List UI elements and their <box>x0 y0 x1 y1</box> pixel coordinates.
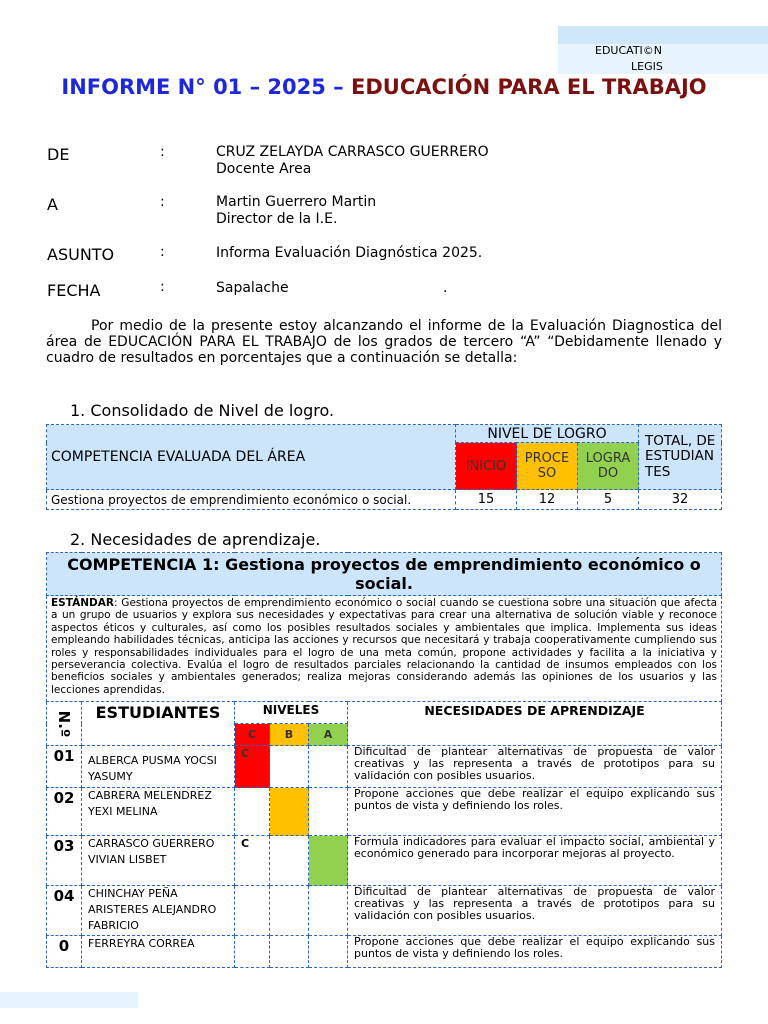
competencia-header: COMPETENCIA EVALUADA DEL ÁREA <box>47 425 456 490</box>
level-b-cell <box>270 836 309 886</box>
col-needs-header: NECESIDADES DE APRENDIZAJE <box>348 702 722 746</box>
num-header-text: N.º <box>55 710 73 738</box>
table-row <box>47 746 722 788</box>
estandar-body: : Gestiona proyectos de emprendimiento económico o social cuando se cuestiona sobre una situación que afecta a un grupo de usuarios y explora sus necesidades y expectativas para crear una alternativa de solución viable y reconoce aspectos éticos y culturales, así como los posibles resultados sociales y ambientales que implica. Implementa sus ideas empleando habilidades técnicas, anticipa las acciones y recursos que necesitará y trabaja cooperativamente cumpliendo sus roles y responsabilidades individuales para el logro de una meta común, propone actividades y facilita a la iniciativa y perseverancia colectiva. Evalúa el logro de resultados parciales relacionando la cantidad de insumos empleados con los beneficios sociales y ambientales generados; realiza mejoras considerando además las opiniones de los usuarios y las lecciones aprendidas. <box>51 597 717 696</box>
learning-need: Dificultad de plantear alternativas de propuesta de valor creativas y las representa a través de prototipos para su validación con posibles usuarios. <box>348 886 722 936</box>
recipient-name: Martin Guerrero Martin <box>216 194 377 210</box>
row-number: 02 <box>47 788 82 836</box>
header-accent-bar <box>558 26 768 44</box>
value-fecha: Sapalache <box>216 280 289 296</box>
level-a-header: A <box>309 724 348 746</box>
needs-table <box>46 552 722 968</box>
competencia-title: COMPETENCIA 1: Gestiona proyectos de emprendimiento económico o social. <box>47 553 722 596</box>
estandar-label: ESTÁNDAR <box>51 597 114 609</box>
report-title <box>48 74 720 101</box>
level-a-cell <box>309 788 348 836</box>
nivel-header: NIVEL DE LOGRO <box>456 425 639 443</box>
level-a-cell <box>309 746 348 788</box>
estandar-text <box>47 596 722 702</box>
colon: : <box>160 194 165 210</box>
title-area: EDUCACIÓN PARA EL TRABAJO <box>351 75 707 99</box>
section-1-heading: 1. Consolidado de Nivel de logro. <box>70 401 335 420</box>
student-name: CHINCHAY PEÑA ARISTERES ALEJANDRO FABRICIO <box>82 886 235 936</box>
inicio-header: INICIO <box>456 443 517 490</box>
value-de <box>216 144 489 178</box>
table-row <box>47 886 722 936</box>
intro-paragraph: Por medio de la presente estoy alcanzando el informe de la Evaluación Diagnostica del área de EDUCACIÓN PARA EL TRABAJO de los grados de tercero “A” “Debidamente llenado y cuadro de resultados en porcentajes que a continuación se detalla: <box>46 318 722 366</box>
sender-name: CRUZ ZELAYDA CARRASCO GUERRERO <box>216 144 489 160</box>
level-c-cell: C <box>235 746 270 788</box>
level-c-cell <box>235 886 270 936</box>
level-c-cell <box>235 936 270 968</box>
level-c-header: C <box>235 724 270 746</box>
title-number: INFORME N° 01 – 2025 – <box>61 75 351 99</box>
student-name: FERREYRA CORREA <box>82 936 235 968</box>
learning-need: Dificultad de plantear alternativas de propuesta de valor creativas y las representa a través de prototipos para su validación con posibles usuarios. <box>348 746 722 788</box>
inicio-value: 15 <box>456 490 517 510</box>
level-b-header: B <box>270 724 309 746</box>
learning-need: Propone acciones que debe realizar el equipo explicando sus puntos de vista y definiendo los roles. <box>348 788 722 836</box>
level-b-cell <box>270 788 309 836</box>
col-num-header <box>47 702 82 746</box>
colon: : <box>160 144 165 160</box>
level-a-cell <box>309 886 348 936</box>
row-number: 01 <box>47 746 82 788</box>
level-c-cell <box>235 788 270 836</box>
logrado-header: LOGRADO <box>578 443 639 490</box>
proceso-value: 12 <box>517 490 578 510</box>
level-b-cell <box>270 936 309 968</box>
level-a-cell <box>309 836 348 886</box>
header-accent-bar-light <box>558 44 768 74</box>
row-number: 0 <box>47 936 82 968</box>
fecha-dot: . <box>443 280 448 296</box>
level-a-cell <box>309 936 348 968</box>
learning-need: Propone acciones que debe realizar el equipo explicando sus puntos de vista y definiendo los roles. <box>348 936 722 968</box>
colon: : <box>160 279 165 295</box>
sender-role: Docente Area <box>216 161 312 177</box>
brand-line2: LEGIS <box>631 60 663 73</box>
logrado-value: 5 <box>578 490 639 510</box>
consolidated-table <box>46 424 722 510</box>
col-student-header: ESTUDIANTES <box>82 702 235 746</box>
row-number: 04 <box>47 886 82 936</box>
student-name: CABRERA MELENDREZ YEXI MELINA <box>82 788 235 836</box>
value-asunto: Informa Evaluación Diagnóstica 2025. <box>216 245 483 261</box>
value-a <box>216 194 376 228</box>
row-number: 03 <box>47 836 82 886</box>
table-row <box>47 936 722 968</box>
learning-need: Formula indicadores para evaluar el impacto social, ambiental y económico generado para incorporar mejoras al proyecto. <box>348 836 722 886</box>
student-name: ALBERCA PUSMA YOCSI YASUMY <box>82 746 235 788</box>
proceso-header: PROCESO <box>517 443 578 490</box>
competencia-value: Gestiona proyectos de emprendimiento económico o social. <box>47 490 456 510</box>
col-niveles-header: NIVELES <box>235 702 348 724</box>
table-row <box>47 836 722 886</box>
total-value: 32 <box>639 490 722 510</box>
total-header: TOTAL, DE ESTUDIANTES <box>639 425 722 490</box>
footer-accent-bar <box>0 992 138 1008</box>
brand-line1: EDUCATI©N <box>595 44 663 57</box>
level-b-cell <box>270 886 309 936</box>
recipient-role: Director de la I.E. <box>216 211 338 227</box>
label-a: A <box>47 195 58 214</box>
label-asunto: ASUNTO <box>47 245 115 264</box>
level-c-cell: C <box>235 836 270 886</box>
colon: : <box>160 244 165 260</box>
student-name: CARRASCO GUERRERO VIVIAN LISBET <box>82 836 235 886</box>
table-row <box>47 788 722 836</box>
level-b-cell <box>270 746 309 788</box>
label-fecha: FECHA <box>47 281 101 300</box>
section-2-heading: 2. Necesidades de aprendizaje. <box>70 530 321 549</box>
label-de: DE <box>47 145 70 164</box>
